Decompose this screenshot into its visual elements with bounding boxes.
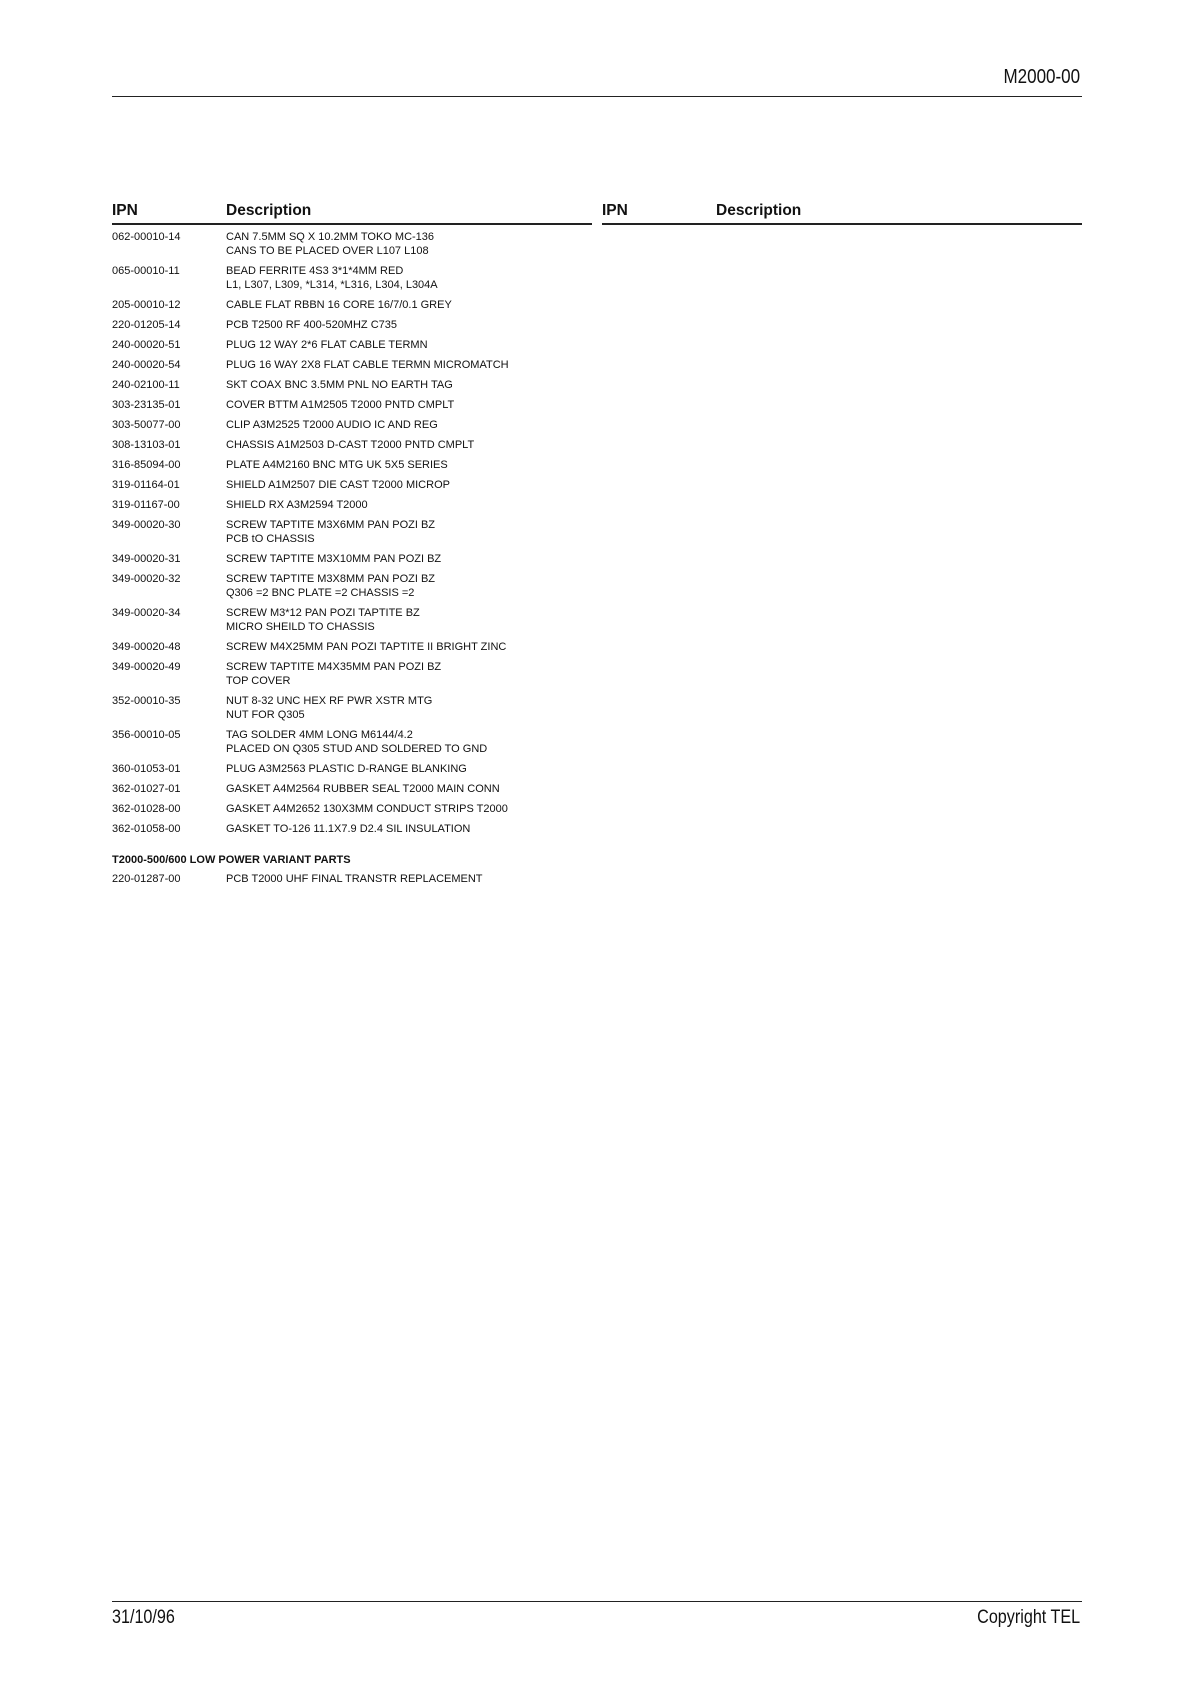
part-description-cell [226,606,592,634]
part-description-cell [226,782,592,796]
part-ipn: 220-01205-14 [112,319,181,331]
part-description-cell [226,640,592,654]
part-ipn: 062-00010-14 [112,231,181,243]
part-ipn: 319-01164-01 [112,479,180,491]
description-column-header: Description [716,202,802,219]
part-ipn: 240-00020-51 [112,339,181,351]
part-description-cell [226,802,592,816]
part-description-cell [226,762,592,776]
part-description: BEAD FERRITE 4S3 3*1*4MM RED [226,265,404,277]
part-description: SHIELD RX A3M2594 T2000 [226,499,368,511]
part-note: NUT FOR Q305 [226,709,305,721]
part-description-cell [226,660,592,688]
part-row [112,728,592,756]
part-description-cell [226,398,592,412]
part-row [112,872,592,886]
part-ipn: 308-13103-01 [112,439,181,451]
part-ipn: 362-01058-00 [112,823,181,835]
part-description: SCREW M4X25MM PAN POZI TAPTITE II BRIGHT ZINC [226,641,507,653]
part-ipn: 360-01053-01 [112,763,181,775]
part-description: SHIELD A1M2507 DIE CAST T2000 MICROP [226,479,450,491]
part-description: SKT COAX BNC 3.5MM PNL NO EARTH TAG [226,379,453,391]
part-description-cell [226,518,592,546]
part-ipn: 205-00010-12 [112,299,181,311]
part-description-cell [226,338,592,352]
part-description-cell [226,264,592,292]
part-ipn: 303-23135-01 [112,399,181,411]
part-row [112,822,592,836]
part-note: PLACED ON Q305 STUD AND SOLDERED TO GND [226,743,488,755]
part-description: PLATE A4M2160 BNC MTG UK 5X5 SERIES [226,459,448,471]
part-description: CHASSIS A1M2503 D-CAST T2000 PNTD CMPLT [226,439,475,451]
part-row [112,230,592,258]
part-note: TOP COVER [226,675,291,687]
part-ipn: 240-02100-11 [112,379,180,391]
part-description-cell [226,418,592,432]
parts-list [112,230,592,892]
part-ipn: 362-01027-01 [112,783,181,795]
part-description-cell [226,318,592,332]
part-ipn: 319-01167-00 [112,499,180,511]
part-ipn: 356-00010-05 [112,729,181,741]
part-description-cell [226,298,592,312]
part-ipn: 303-50077-00 [112,419,181,431]
part-row [112,660,592,688]
ipn-column-header: IPN [602,202,628,219]
part-description-cell [226,498,592,512]
description-column-header: Description [226,202,312,219]
part-ipn: 065-00010-11 [112,265,180,277]
part-description: GASKET A4M2564 RUBBER SEAL T2000 MAIN CONN [226,783,500,795]
part-ipn: 349-00020-49 [112,661,181,673]
part-row [112,572,592,600]
part-note: L1, L307, L309, *L314, *L316, L304, L304A [226,279,438,291]
part-row [112,418,592,432]
part-row [112,398,592,412]
part-row [112,458,592,472]
column-header-left [112,202,592,225]
part-description: CABLE FLAT RBBN 16 CORE 16/7/0.1 GREY [226,299,452,311]
part-row [112,552,592,566]
part-description: PLUG 16 WAY 2X8 FLAT CABLE TERMN MICROMATCH [226,359,509,371]
part-description-cell [226,378,592,392]
header-rule [112,96,1082,97]
part-row [112,378,592,392]
part-row [112,498,592,512]
part-description-cell [226,478,592,492]
footer-date: 31/10/96 [112,1607,175,1628]
part-row [112,298,592,312]
part-description: PCB T2000 UHF FINAL TRANSTR REPLACEMENT [226,873,483,885]
part-description: SCREW TAPTITE M4X35MM PAN POZI BZ [226,661,442,673]
main-parts-list [112,230,592,836]
part-description-cell [226,358,592,372]
part-ipn: 220-01287-00 [112,873,181,885]
part-description-cell [226,872,592,886]
part-description: NUT 8-32 UNC HEX RF PWR XSTR MTG [226,695,433,707]
part-row [112,762,592,776]
part-description-cell [226,458,592,472]
part-ipn: 349-00020-34 [112,607,181,619]
part-ipn: 349-00020-32 [112,573,181,585]
part-description: SCREW TAPTITE M3X8MM PAN POZI BZ [226,573,436,585]
part-row [112,264,592,292]
part-row [112,694,592,722]
part-note: CANS TO BE PLACED OVER L107 L108 [226,245,429,257]
part-note: PCB tO CHASSIS [226,533,315,545]
part-row [112,338,592,352]
part-description-cell [226,438,592,452]
part-description: CAN 7.5MM SQ X 10.2MM TOKO MC-136 [226,231,435,243]
part-row [112,478,592,492]
part-row [112,606,592,634]
footer-copyright: Copyright TEL [977,1607,1080,1628]
document-code: M2000-00 [1003,66,1080,88]
part-description: GASKET TO-126 11.1X7.9 D2.4 SIL INSULATION [226,823,471,835]
part-row [112,802,592,816]
part-description-cell [226,728,592,756]
ipn-column-header: IPN [112,202,138,219]
part-row [112,358,592,372]
part-description: SCREW TAPTITE M3X6MM PAN POZI BZ [226,519,436,531]
variant-parts-list [112,872,592,886]
part-description-cell [226,552,592,566]
part-description-cell [226,572,592,600]
part-row [112,318,592,332]
part-row [112,782,592,796]
part-description: GASKET A4M2652 130X3MM CONDUCT STRIPS T2000 [226,803,508,815]
part-row [112,518,592,546]
part-ipn: 349-00020-30 [112,519,181,531]
part-description: PLUG 12 WAY 2*6 FLAT CABLE TERMN [226,339,428,351]
part-description: COVER BTTM A1M2505 T2000 PNTD CMPLT [226,399,455,411]
part-description: SCREW M3*12 PAN POZI TAPTITE BZ [226,607,420,619]
part-description-cell [226,694,592,722]
part-description: PLUG A3M2563 PLASTIC D-RANGE BLANKING [226,763,467,775]
column-header-right [602,202,1082,225]
part-description-cell [226,230,592,258]
part-row [112,640,592,654]
part-ipn: 316-85094-00 [112,459,181,471]
part-ipn: 240-00020-54 [112,359,181,371]
part-note: MICRO SHEILD TO CHASSIS [226,621,375,633]
part-ipn: 362-01028-00 [112,803,181,815]
part-description: TAG SOLDER 4MM LONG M6144/4.2 [226,729,413,741]
part-ipn: 349-00020-48 [112,641,181,653]
part-description: PCB T2500 RF 400-520MHZ C735 [226,319,397,331]
part-row [112,438,592,452]
part-ipn: 352-00010-35 [112,695,181,707]
variant-section-title: T2000-500/600 LOW POWER VARIANT PARTS [112,854,351,866]
footer-rule [112,1601,1082,1602]
part-ipn: 349-00020-31 [112,553,181,565]
part-note: Q306 =2 BNC PLATE =2 CHASSIS =2 [226,587,415,599]
part-description: SCREW TAPTITE M3X10MM PAN POZI BZ [226,553,442,565]
part-description-cell [226,822,592,836]
part-description: CLIP A3M2525 T2000 AUDIO IC AND REG [226,419,438,431]
